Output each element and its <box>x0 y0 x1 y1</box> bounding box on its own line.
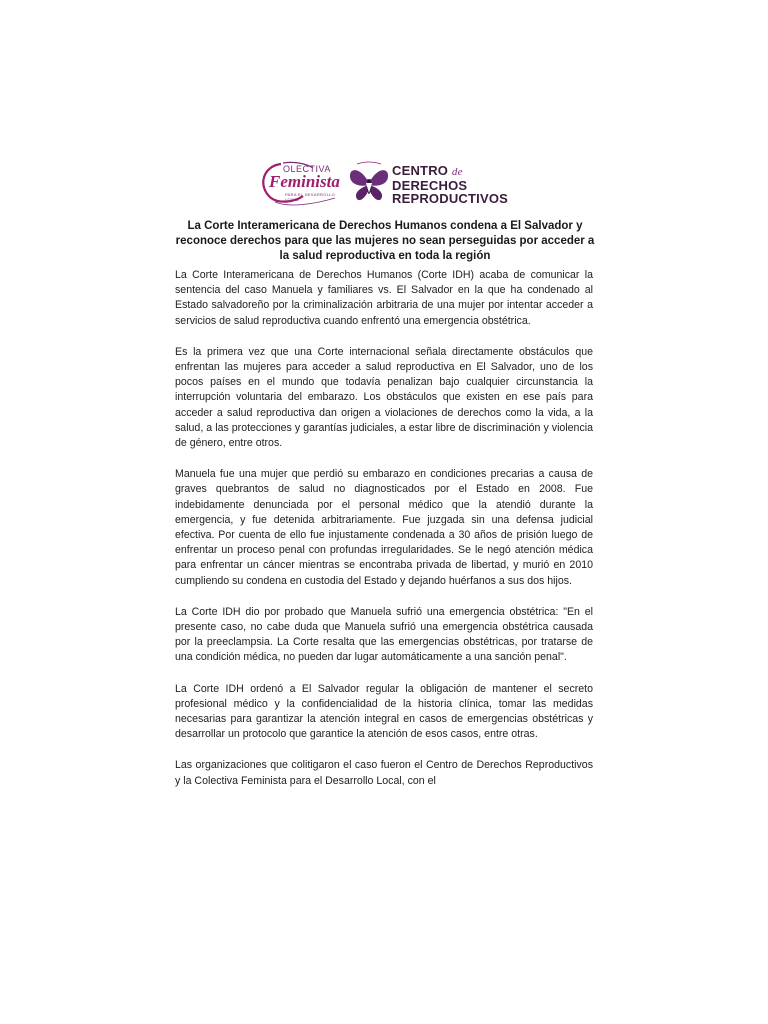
centro-line3: REPRODUCTIVOS <box>392 191 509 206</box>
colectiva-top-text: OLECTIVA <box>283 164 331 174</box>
centro-derechos-reproductivos-logo <box>347 158 517 208</box>
paragraph: Manuela fue una mujer que perdió su embarazo en condiciones precarias a causa de graves quebrantos de salud no diagnosticados por el Estado en 2008. Fue indebidamente denunciada por el personal médico que la atendió durante la emergencia, y fue detenida arbitrariamente. Fue juzgada sin una defensa judicial efectiva. Por cuenta de ello fue injustamente condenada a 30 años de prisión luego de enfrentar un proceso penal con profundas irregularidades. Se le negó atención médica para enfrentar un cáncer mientras se encontraba privada de libertad, y murió en 2010 cumpliendo su condena en custodia del Estado y dejando huérfanos a sus dos hijos. <box>175 468 593 587</box>
colectiva-feminista-logo <box>255 158 345 208</box>
paragraph: La Corte Interamericana de Derechos Humanos (Corte IDH) acaba de comunicar la sentencia del caso Manuela y familiares vs. El Salvador en la que ha condenado al Estado salvadoreño por la criminalización arbitraria de una mujer por intentar acceder a servicios de salud reproductiva cuando enfrentó una emergencia obstétrica. <box>175 269 593 327</box>
paragraph: Es la primera vez que una Corte internacional señala directamente obstáculos que enfrentan las mujeres para acceder a salud reproductiva en El Salvador, uno de los pocos países en el mundo que todavía penalizan bajo cualquier circunstancia la interrupción voluntaria del embarazo. Los obstáculos que existen en ese país para acceder a salud reproductiva dan origen a violaciones de derechos como la vida, a la salud, a las protecciones y garantías judiciales, a estar libre de discriminación y violencia de género, entre otros. <box>175 345 593 450</box>
document-body <box>175 268 593 805</box>
colectiva-main-text: Feminista <box>269 172 340 191</box>
paragraph: La Corte IDH ordenó a El Salvador regular la obligación de mantener el secreto profesional médico y la confidencialidad de la historia clínica, tomar las medidas necesarias para garantizar la atención integral en casos de emergencias obstétricas y desarrollar un protocolo que garantice la atención de esos casos, entre otras. <box>175 682 593 741</box>
colectiva-sub-text: PARA EL DESARROLLO LOCAL <box>285 192 336 202</box>
paragraph: Las organizaciones que colitigaron el caso fueron el Centro de Derechos Reproductivos y la Colectiva Feminista para el Desarrollo Local, con el <box>175 759 593 787</box>
centro-line1: CENTRO <box>392 163 449 178</box>
logos-header <box>255 158 515 208</box>
paragraph: La Corte IDH dio por probado que Manuela sufrió una emergencia obstétrica: "En el presente caso, no cabe duda que Manuela sufrió una emergencia obstétrica causada por la preeclampsia. La Corte resalta que las emergencias obstétricas, por tratarse de una condición médica, no pueden dar lugar automáticamente a una sanción penal". <box>175 605 593 664</box>
centro-wordmark <box>392 164 508 205</box>
centro-line2: DERECHOS <box>392 178 468 193</box>
centro-de: de <box>451 166 463 178</box>
document-title: La Corte Interamericana de Derechos Humanos condena a El Salvador y reconoce derechos para que las mujeres no sean perseguidas por acceder a la salud reproductiva en toda la región <box>175 220 595 262</box>
butterfly-emblem-icon <box>347 161 391 205</box>
